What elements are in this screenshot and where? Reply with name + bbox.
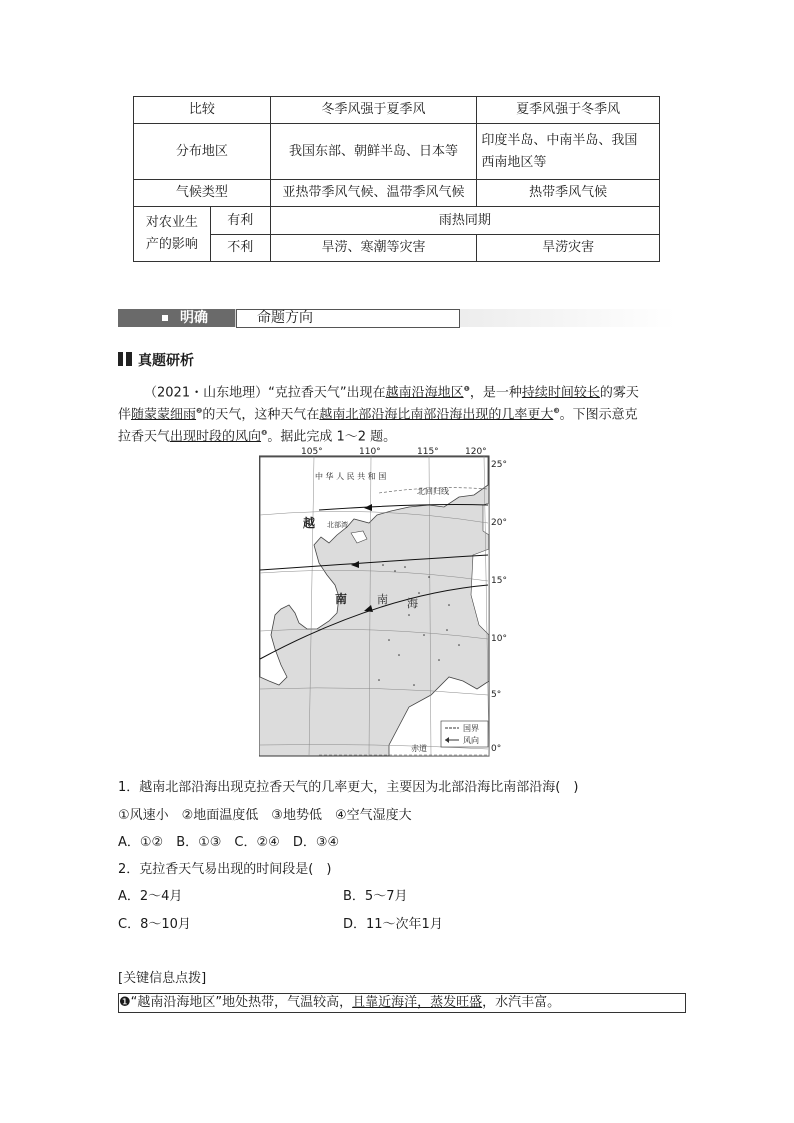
question-1: 1．越南北部沿海出现克拉香天气的几率更大，主要因为北部沿海比南部沿海( ): [118, 780, 579, 795]
vietnam-label: 越: [303, 516, 316, 530]
passage-text: 的雾天: [599, 385, 639, 401]
question-1-items: ①风速小 ②地面温度低 ③地势低 ④空气湿度大: [118, 808, 412, 823]
note-mark: ❶: [463, 385, 470, 393]
lat-label: 20°: [491, 518, 507, 528]
question-1-options: A．①② B．①③ C．②④ D．③④: [118, 835, 340, 850]
cell-region-summer-line1: 印度半岛、中南半岛、我国: [481, 132, 638, 148]
legend-border-label: 国界: [463, 724, 479, 733]
sea-label: 海: [407, 597, 418, 610]
section-banner: [118, 309, 676, 327]
key-text: “越南沿海地区”地处热带，气温较高，: [130, 995, 353, 1010]
section-title: 真题研析: [138, 353, 194, 369]
sea-label: 南: [377, 593, 388, 606]
passage-underline: 出现时段的风向: [170, 429, 262, 445]
vietnam-label: 南: [335, 592, 348, 606]
passage-text: 的天气，这种天气在: [202, 407, 320, 423]
option-b: B．5～7月: [343, 889, 408, 904]
legend-wind-label: 风向: [463, 736, 479, 745]
cell-good-value: 雨热同期: [270, 207, 659, 235]
taiwan-island: [483, 503, 489, 535]
banner-left-label: 明确: [180, 310, 208, 326]
banner-square-icon: [162, 315, 168, 321]
note-mark: ❹: [261, 429, 268, 437]
heading-bar-icon: [118, 352, 132, 366]
south-china-sea-map: [259, 445, 515, 758]
row-label-bad: 不利: [210, 235, 270, 262]
passage-underline: 随蒙蒙细雨: [131, 407, 197, 423]
cell-climate-winter: 亚热带季风气候、温带季风气候: [270, 180, 477, 207]
option-a: A．2～4月: [118, 889, 183, 904]
cell-region-winter: 我国东部、朝鲜半岛、日本等: [270, 124, 477, 180]
banner-right-box: [236, 309, 460, 328]
monsoon-comparison-table: [133, 96, 660, 262]
row-label-region: 分布地区: [134, 124, 271, 180]
bay-label: 北部湾: [327, 521, 348, 529]
table-header-summer: 夏季风强于冬季风: [477, 97, 660, 124]
lat-label: 10°: [491, 634, 507, 644]
passage-text: 。据此完成 1～2 题。: [267, 429, 397, 445]
passage-underline: 持续时间较长: [521, 385, 600, 401]
passage-text: 。下图示意克: [559, 407, 638, 423]
row-label-agri-line2: 产的影响: [145, 237, 198, 252]
row-label-agri: [134, 207, 211, 262]
passage-text: （2021・山东地理）“克拉香天气”出现在: [144, 385, 386, 401]
lon-label: 110°: [359, 447, 381, 457]
banner-right-label: 命题方向: [257, 310, 313, 326]
passage-underline: 越南北部沿海比南部沿海出现的几率更大: [319, 407, 554, 423]
table-header-compare: 比较: [134, 97, 271, 124]
key-info-title: [关键信息点拨]: [118, 971, 207, 986]
passage-text: 拉香天气: [118, 429, 171, 445]
row-label-agri-line1: 对农业生: [145, 215, 198, 230]
row-label-climate: 气候类型: [134, 180, 271, 207]
lon-label: 105°: [301, 447, 323, 457]
cell-bad-summer: 旱涝灾害: [477, 235, 660, 262]
tropic-label: 北回归线: [417, 487, 449, 496]
key-text-underline: 且靠近海洋，蒸发旺盛: [352, 995, 483, 1010]
cell-climate-summer: 热带季风气候: [477, 180, 660, 207]
table-header-winter: 冬季风强于夏季风: [270, 97, 477, 124]
option-c: C．8～10月: [118, 917, 191, 932]
equator-label: 赤道: [411, 744, 427, 753]
note-mark: ❸: [553, 407, 560, 415]
cell-region-summer-line2: 西南地区等: [481, 154, 547, 170]
passage-text: 伴: [118, 407, 132, 423]
cell-bad-winter: 旱涝、寒潮等灾害: [270, 235, 477, 262]
key-info-box: [118, 993, 686, 1013]
lat-label: 15°: [491, 576, 507, 586]
passage-text: ，是一种: [469, 385, 522, 401]
section-heading: [118, 351, 208, 367]
lon-label: 120°: [465, 447, 487, 457]
cell-region-summer: [477, 124, 660, 180]
lat-label: 0°: [491, 744, 502, 754]
lat-label: 25°: [491, 460, 507, 470]
passage-underline: 越南沿海地区: [385, 385, 464, 401]
row-label-good: 有利: [210, 207, 270, 235]
country-label: 中 华 人 民 共 和 国: [315, 472, 387, 481]
key-mark: ❶: [119, 995, 131, 1010]
question-2: 2．克拉香天气易出现的时间段是( ): [118, 862, 332, 877]
lon-label: 115°: [417, 447, 439, 457]
lat-label: 5°: [491, 690, 502, 700]
key-text-end: ，水汽丰富。: [482, 995, 561, 1010]
option-d: D．11～次年1月: [343, 917, 443, 932]
note-mark: ❷: [196, 407, 203, 415]
